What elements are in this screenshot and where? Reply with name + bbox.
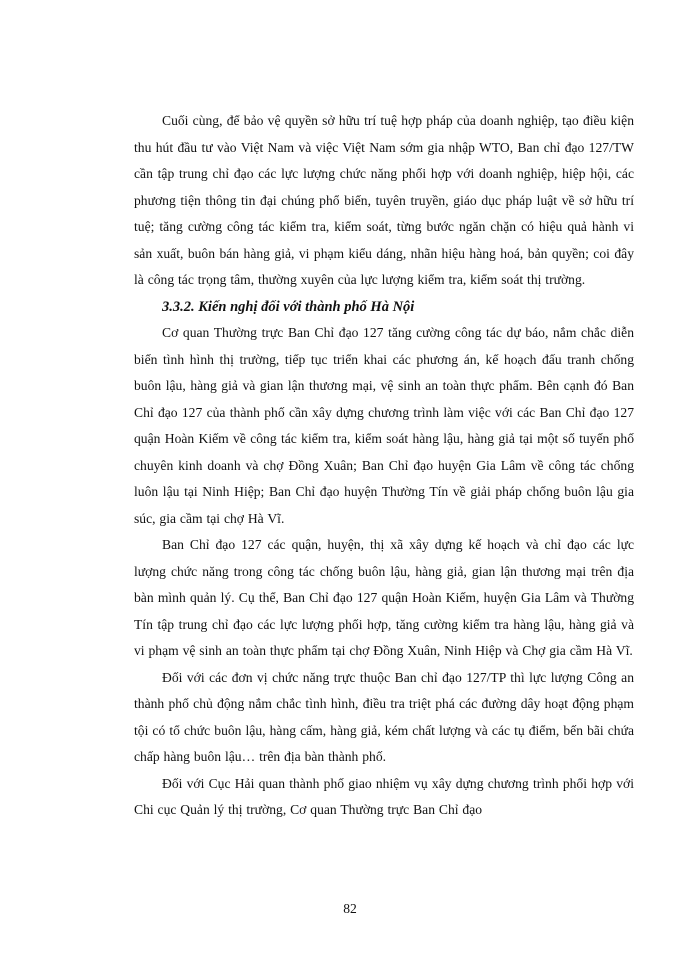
- paragraph-district-committees: Ban Chỉ đạo 127 các quận, huyện, thị xã xây dựng kế hoạch và chỉ đạo các lực lượng chức năng trong công tác chống buôn lậu, hàng giả, gian lận thương mại trên địa bàn mình quản lý. Cụ thể, Ban Chỉ đạo 127 quận Hoàn Kiếm, huyện Gia Lâm và Thường Tín tập trung chỉ đạo các lực lượng phối hợp, tăng cường kiểm tra hàng lậu, hàng giả và vi phạm vệ sinh an toàn thực phẩm tại chợ Đồng Xuân, Ninh Hiệp và Chợ gia cầm Hà Vĩ.: [134, 537, 634, 658]
- paragraph-standing-agency: Cơ quan Thường trực Ban Chỉ đạo 127 tăng cường công tác dự báo, nắm chắc diễn biến tình hình thị trường, tiếp tục triển khai các phương án, kế hoạch đấu tranh chống buôn lậu, hàng giả và gian lận thương mại, vệ sinh an toàn thực phẩm. Bên cạnh đó Ban Chỉ đạo 127 của thành phố cần xây dựng chương trình làm việc với các Ban Chỉ đạo 127 quận Hoàn Kiếm về công tác kiểm tra, kiểm soát hàng lậu, hàng giả tại một số tuyến phố chuyên kinh doanh và chợ Đồng Xuân; Ban Chỉ đạo huyện Gia Lâm về công tác chống luôn lậu tại Ninh Hiệp; Ban Chỉ đạo huyện Thường Tín về giải pháp chống buôn lậu gia súc, gia cầm tại chợ Hà Vĩ.: [134, 325, 634, 526]
- section-heading: 3.3.2. Kiến nghị đối với thành phố Hà Nội: [162, 298, 415, 315]
- paragraph-ipr-protection: Cuối cùng, để bảo vệ quyền sở hữu trí tuệ hợp pháp của doanh nghiệp, tạo điều kiện thu hút đầu tư vào Việt Nam và việc Việt Nam sớm gia nhập WTO, Ban chỉ đạo 127/TW cần tập trung chỉ đạo các lực lượng chức năng phối hợp với doanh nghiệp, hiệp hội, các phương tiện thông tin đại chúng phổ biến, tuyên truyền, giáo dục pháp luật về sở hữu trí tuệ; tăng cường công tác kiểm tra, kiểm soát, từng bước ngăn chặn có hiệu quả hành vi sản xuất, buôn bán hàng giả, vi phạm kiểu dáng, nhãn hiệu hàng hoá, bản quyền; coi đây là công tác trọng tâm, thường xuyên của lực lượng kiểm tra, kiểm soát thị trường.: [134, 113, 634, 287]
- paragraph-police-units: Đối với các đơn vị chức năng trực thuộc Ban chỉ đạo 127/TP thì lực lượng Công an thành phố chủ động nắm chắc tình hình, điều tra triệt phá các đường dây hoạt động phạm tội có tổ chức buôn lậu, hàng cấm, hàng giả, kém chất lượng và các tụ điểm, bến bãi chứa chấp hàng buôn lậu… trên địa bàn thành phố.: [134, 669, 634, 764]
- paragraph-customs: Đối với Cục Hải quan thành phố giao nhiệm vụ xây dựng chương trình phối hợp với Chi cục Quản lý thị trường, Cơ quan Thường trực Ban Chỉ đạo: [134, 775, 634, 817]
- body-text: [134, 108, 634, 824]
- page-number: 82: [343, 901, 357, 916]
